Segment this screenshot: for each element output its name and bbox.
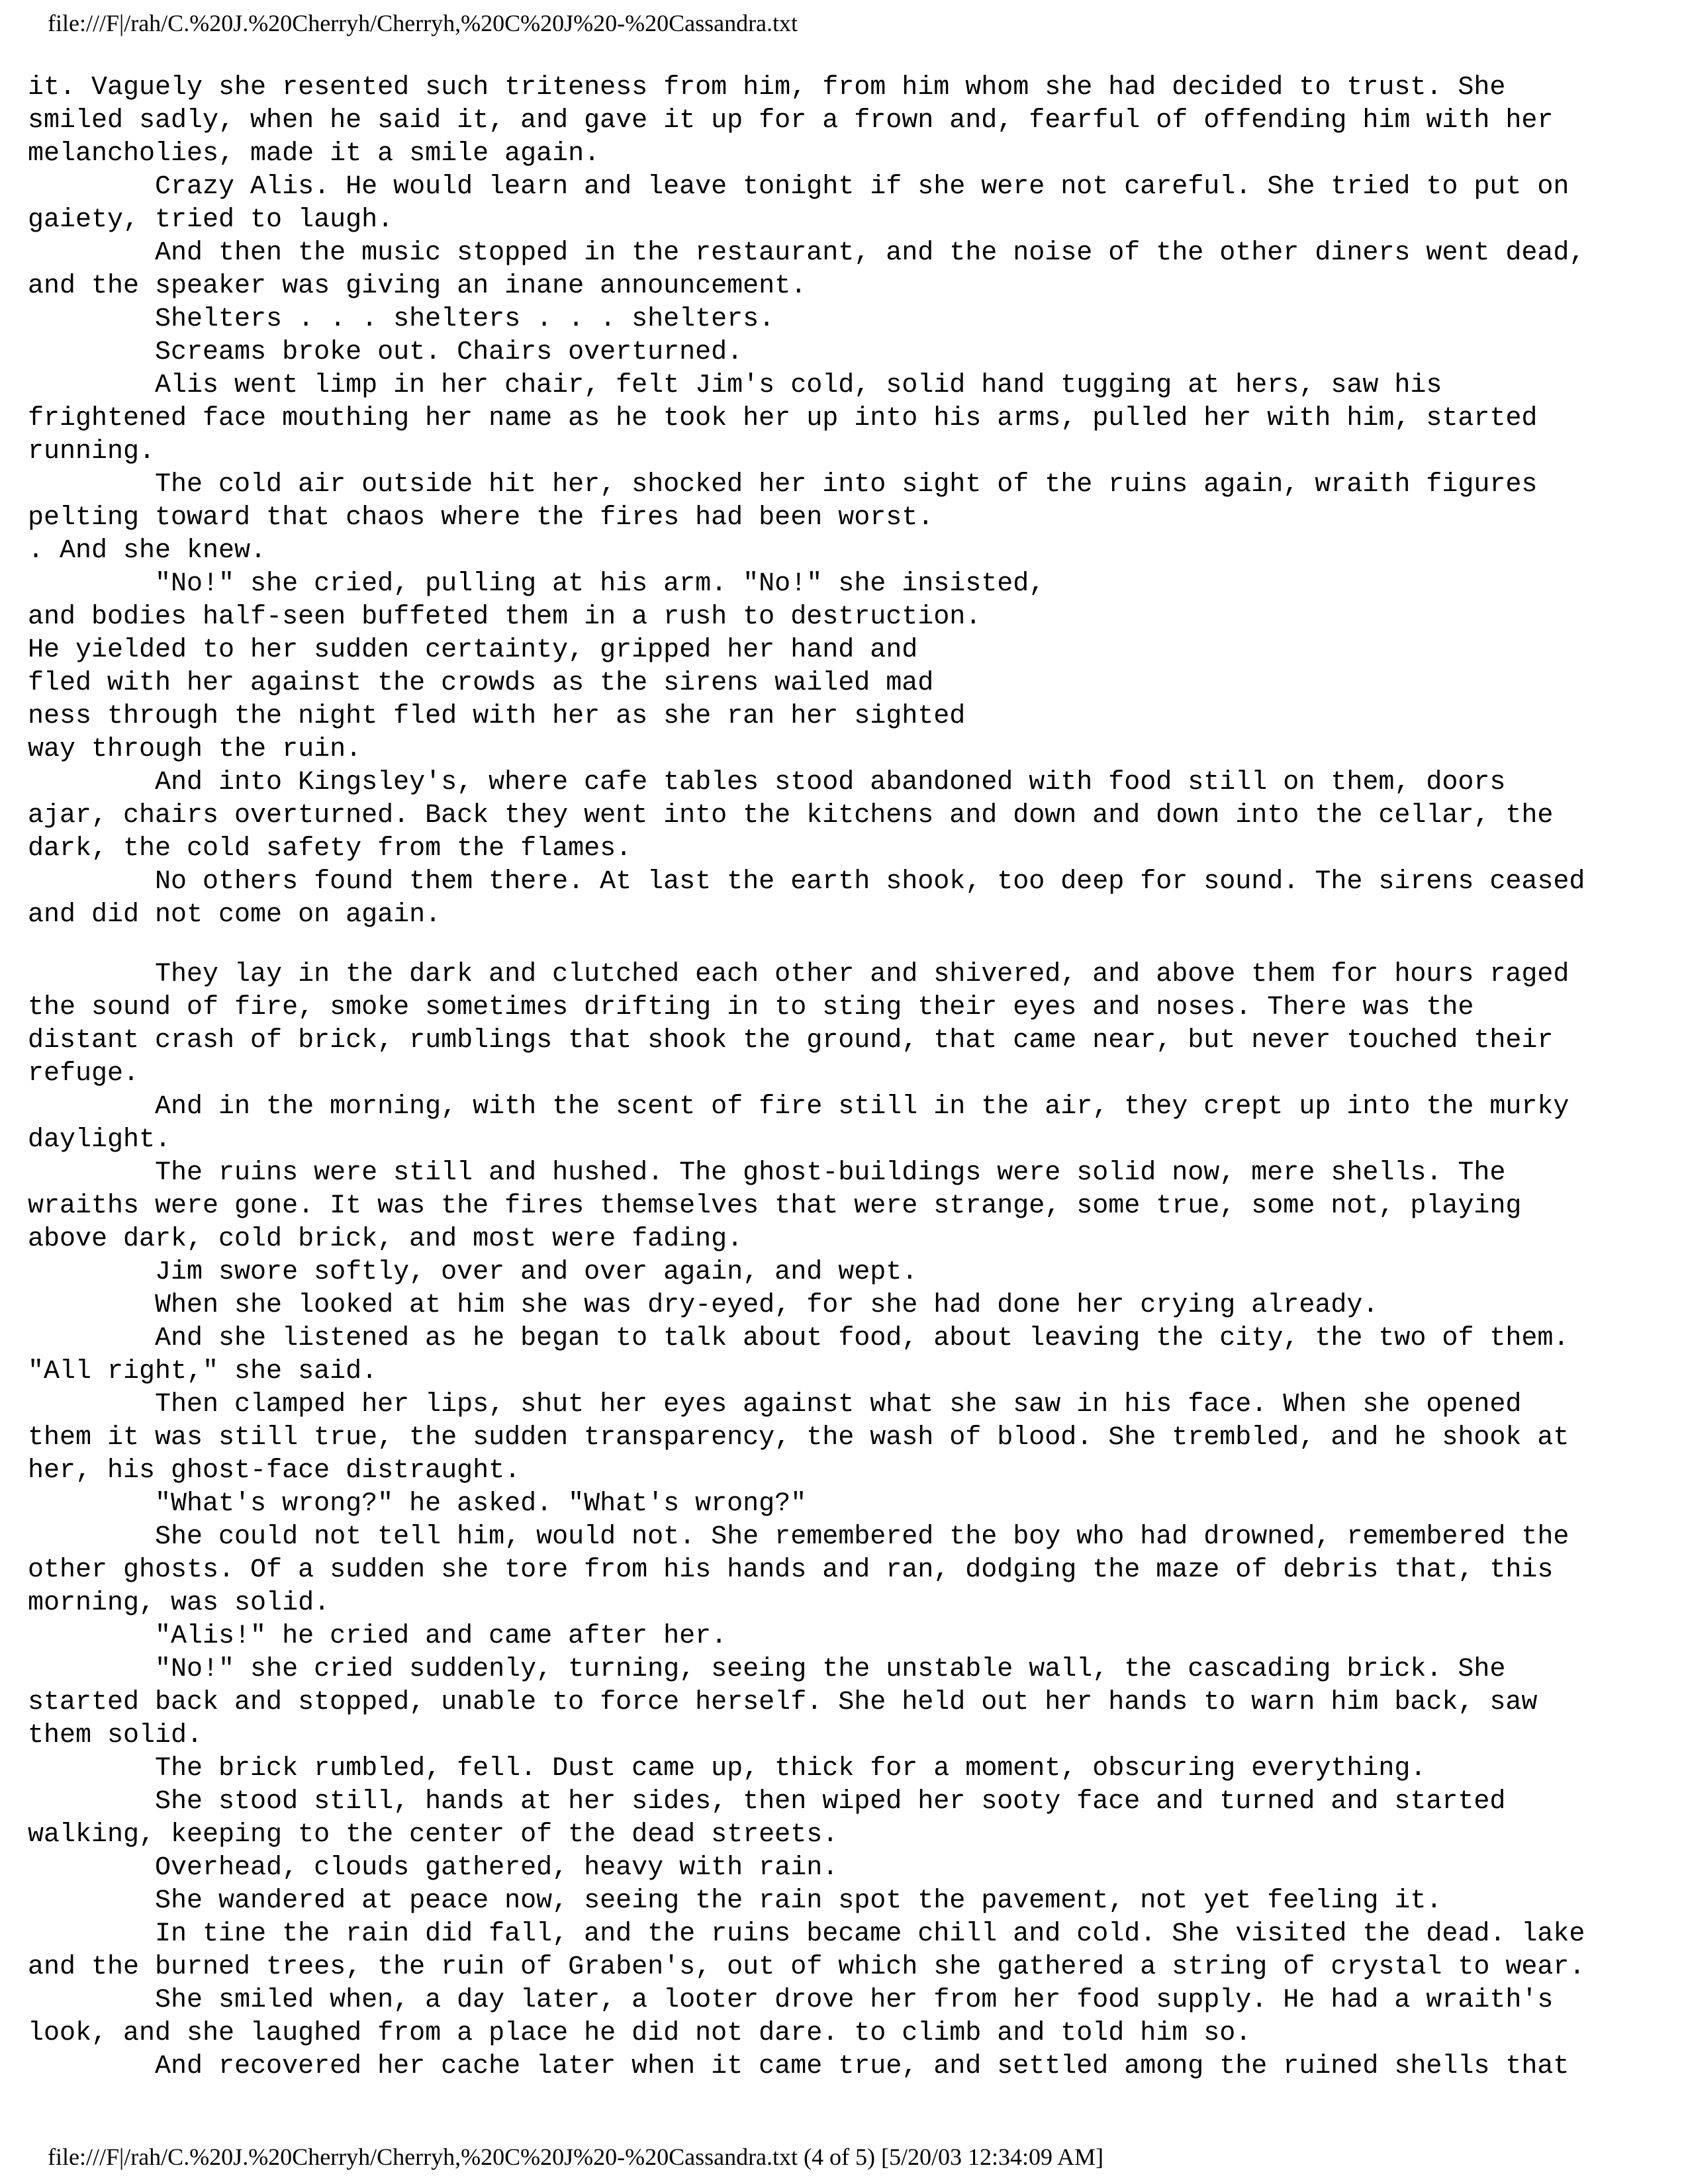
text-line xyxy=(28,932,1669,958)
text-line: dark, the cold safety from the flames. xyxy=(28,834,632,864)
text-line: In tine the rain did fall, and the ruins became chill and cold. She visited the dead. lake xyxy=(28,1919,1585,1949)
text-line: The cold air outside hit her, shocked her into sight of the ruins again, wraith figures xyxy=(28,470,1538,500)
text-line: Alis went limp in her chair, felt Jim's cold, solid hand tugging at hers, saw his xyxy=(28,371,1442,400)
text-line: She could not tell him, would not. She remembered the boy who had drowned, remembered the xyxy=(28,1522,1570,1552)
text-line: "Alis!" he cried and came after her. xyxy=(28,1621,727,1651)
text-line: "No!" she cried, pulling at his arm. "No!" she insisted, xyxy=(28,569,1045,599)
text-line: gaiety, tried to laugh. xyxy=(28,205,394,235)
text-line: refuge. xyxy=(28,1059,140,1089)
text-line: "No!" she cried suddenly, turning, seeing the unstable wall, the cascading brick. She xyxy=(28,1655,1506,1684)
text-line: She wandered at peace now, seeing the rain spot the pavement, not yet feeling it. xyxy=(28,1886,1442,1916)
text-line: look, and she laughed from a place he did not dare. to climb and told him so. xyxy=(28,2019,1252,2048)
text-line: melancholies, made it a smile again. xyxy=(28,139,600,169)
text-line: Crazy Alis. He would learn and leave tonight if she were not careful. She tried to put on xyxy=(28,172,1570,202)
text-line: the sound of fire, smoke sometimes drifting in to sting their eyes and noses. There was the xyxy=(28,993,1474,1023)
text-line: started back and stopped, unable to force herself. She held out her hands to warn him back, saw xyxy=(28,1688,1538,1717)
text-line: other ghosts. Of a sudden she tore from his hands and ran, dodging the maze of debris that, this xyxy=(28,1555,1554,1585)
text-line: and the burned trees, the ruin of Graben's, out of which she gathered a string of crystal to wear. xyxy=(28,1952,1585,1982)
text-line: her, his ghost-face distraught. xyxy=(28,1456,521,1486)
text-line: wraiths were gone. It was the fires themselves that were strange, some true, some not, playing xyxy=(28,1191,1522,1221)
text-line: them solid. xyxy=(28,1721,203,1751)
text-line: fled with her against the crowds as the sirens wailed mad xyxy=(28,668,934,698)
text-line: smiled sadly, when he said it, and gave it up for a frown and, fearful of offending him with her xyxy=(28,106,1554,136)
text-line: And into Kingsley's, where cafe tables stood abandoned with food still on them, doors xyxy=(28,768,1506,797)
text-line: She stood still, hands at her sides, then wiped her sooty face and turned and started xyxy=(28,1787,1506,1817)
text-line: The ruins were still and hushed. The ghost-buildings were solid now, mere shells. The xyxy=(28,1158,1506,1188)
text-line: "All right," she said. xyxy=(28,1357,378,1387)
text-line: and did not come on again. xyxy=(28,900,442,930)
text-line: walking, keeping to the center of the dead streets. xyxy=(28,1820,839,1850)
text-line: The brick rumbled, fell. Dust came up, thick for a moment, obscuring everything. xyxy=(28,1754,1427,1784)
text-line: way through the ruin. xyxy=(28,735,362,764)
text-line: pelting toward that chaos where the fires had been worst. xyxy=(28,503,934,533)
text-line: And in the morning, with the scent of fire still in the air, they crept up into the murky xyxy=(28,1092,1570,1122)
text-line: Then clamped her lips, shut her eyes against what she saw in his face. When she opened xyxy=(28,1390,1522,1420)
text-line: above dark, cold brick, and most were fading. xyxy=(28,1224,743,1254)
text-line: And she listened as he began to talk about food, about leaving the city, the two of them. xyxy=(28,1324,1570,1353)
text-line: and the speaker was giving an inane announcement. xyxy=(28,271,807,301)
document-body xyxy=(28,71,1669,2083)
text-line: Screams broke out. Chairs overturned. xyxy=(28,338,743,367)
text-line: distant crash of brick, rumblings that shook the ground, that came near, but never touched their xyxy=(28,1026,1554,1056)
text-line: Jim swore softly, over and over again, and wept. xyxy=(28,1257,918,1287)
text-line: running. xyxy=(28,437,156,467)
text-line: it. Vaguely she resented such triteness from him, from him whom she had decided to trust. She xyxy=(28,73,1506,103)
file-path-header: file:///F|/rah/C.%20J.%20Cherryh/Cherryh,%20C%20J%20-%20Cassandra.txt xyxy=(48,10,798,36)
text-line: He yielded to her sudden certainty, gripped her hand and xyxy=(28,635,918,665)
text-line: and bodies half-seen buffeted them in a rush to destruction. xyxy=(28,602,982,632)
text-line: And recovered her cache later when it came true, and settled among the ruined shells that xyxy=(28,2052,1570,2081)
text-line: them it was still true, the sudden transparency, the wash of blood. She trembled, and he shook at xyxy=(28,1423,1570,1453)
file-path-footer: file:///F|/rah/C.%20J.%20Cherryh/Cherryh,%20C%20J%20-%20Cassandra.txt (4 of 5) [5/20/03 12:34:09 AM] xyxy=(48,2144,1104,2170)
text-line: Overhead, clouds gathered, heavy with rain. xyxy=(28,1853,839,1883)
text-line: frightened face mouthing her name as he took her up into his arms, pulled her with him, started xyxy=(28,404,1538,433)
text-line: "What's wrong?" he asked. "What's wrong?" xyxy=(28,1489,807,1519)
text-line: No others found them there. At last the earth shook, too deep for sound. The sirens ceased xyxy=(28,867,1585,897)
text-line: She smiled when, a day later, a looter drove her from her food supply. He had a wraith's xyxy=(28,1985,1554,2015)
text-line: And then the music stopped in the restaurant, and the noise of the other diners went dead, xyxy=(28,238,1585,268)
text-line: daylight. xyxy=(28,1125,171,1155)
text-line: ajar, chairs overturned. Back they went into the kitchens and down and down into the cellar, the xyxy=(28,801,1554,831)
text-line: ness through the night fled with her as she ran her sighted xyxy=(28,702,966,731)
text-line: They lay in the dark and clutched each other and shivered, and above them for hours raged xyxy=(28,960,1570,989)
text-line: Shelters . . . shelters . . . shelters. xyxy=(28,304,775,334)
text-line: morning, was solid. xyxy=(28,1588,330,1618)
text-line: When she looked at him she was dry-eyed, for she had done her crying already. xyxy=(28,1291,1379,1320)
text-line: . And she knew. xyxy=(28,536,267,566)
